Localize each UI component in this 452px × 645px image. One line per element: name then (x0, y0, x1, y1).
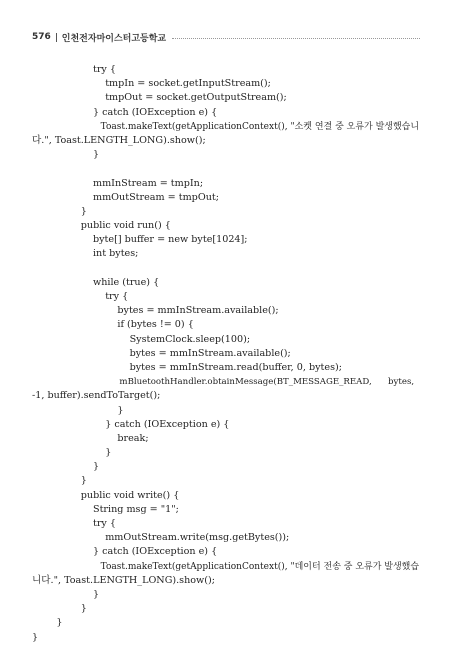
code-line: try { (32, 64, 117, 75)
code-line: } (32, 461, 100, 473)
code-line: -1, buffer).sendToTarget(); (32, 390, 161, 402)
code-line: mmOutStream = tmpOut; (32, 191, 219, 203)
code-line: mmOutStream.write(msg.getBytes()); (32, 532, 290, 544)
code-line: break; (32, 432, 149, 444)
code-line: Toast.makeText(getApplicationContext(), "소켓 연결 중 오류가 발생했습니 (32, 121, 420, 132)
code-line: } (32, 588, 100, 600)
code-line: } catch (IOException e) { (32, 418, 230, 430)
code-line: } (32, 603, 87, 615)
code-line: } (32, 617, 63, 629)
code-line: tmpIn = socket.getInputStream(); (32, 78, 271, 90)
code-line: Toast.makeText(getApplicationContext(), "데이터 전송 중 오류가 발생했습 (32, 561, 420, 572)
code-line: while (true) { (32, 276, 160, 288)
code-line: try { (32, 291, 129, 302)
code-line: } catch (IOException e) { (32, 106, 218, 118)
code-line: } (32, 404, 124, 416)
code-line: tmpOut = socket.getOutputStream(); (32, 92, 287, 104)
code-line: if (bytes != 0) { (32, 319, 194, 331)
code-line: SystemClock.sleep(100); (32, 333, 251, 345)
code-line: try { (32, 518, 117, 529)
code-line: 다.", Toast.LENGTH_LONG).show(); (32, 134, 206, 146)
code-line: mBluetoothHandler.obtainMessage(BT_MESSAGE_READ, bytes, (32, 377, 415, 388)
code-line: bytes = mmInStream.available(); (32, 347, 291, 359)
code-line: public void run() { (32, 220, 171, 232)
code-line: bytes = mmInStream.available(); (32, 305, 279, 317)
code-line: bytes = mmInStream.read(buffer, 0, bytes); (32, 361, 342, 373)
code-line: } (32, 631, 39, 643)
code-line: int bytes; (32, 248, 139, 260)
code-line: public void write() { (32, 489, 180, 501)
code-line: byte[] buffer = new byte[1024]; (32, 234, 248, 246)
code-line: } (32, 149, 100, 161)
book-title: 인천전자마이스터고등학교 (61, 33, 167, 44)
code-line (32, 162, 420, 176)
code-line: String msg = "1"; (32, 503, 179, 515)
code-line: 니다.", Toast.LENGTH_LONG).show(); (32, 574, 215, 586)
code-line (32, 262, 420, 276)
code-line: } catch (IOException e) { (32, 546, 218, 558)
header-divider (56, 33, 57, 42)
code-line: mmInStream = tmpIn; (32, 177, 204, 189)
code-listing (32, 63, 420, 645)
page-number: 576 (32, 32, 51, 42)
code-line: } (32, 447, 112, 459)
code-line: } (32, 205, 87, 217)
running-header (32, 31, 420, 43)
code-line: } (32, 475, 87, 487)
header-dotted-rule (172, 38, 420, 39)
